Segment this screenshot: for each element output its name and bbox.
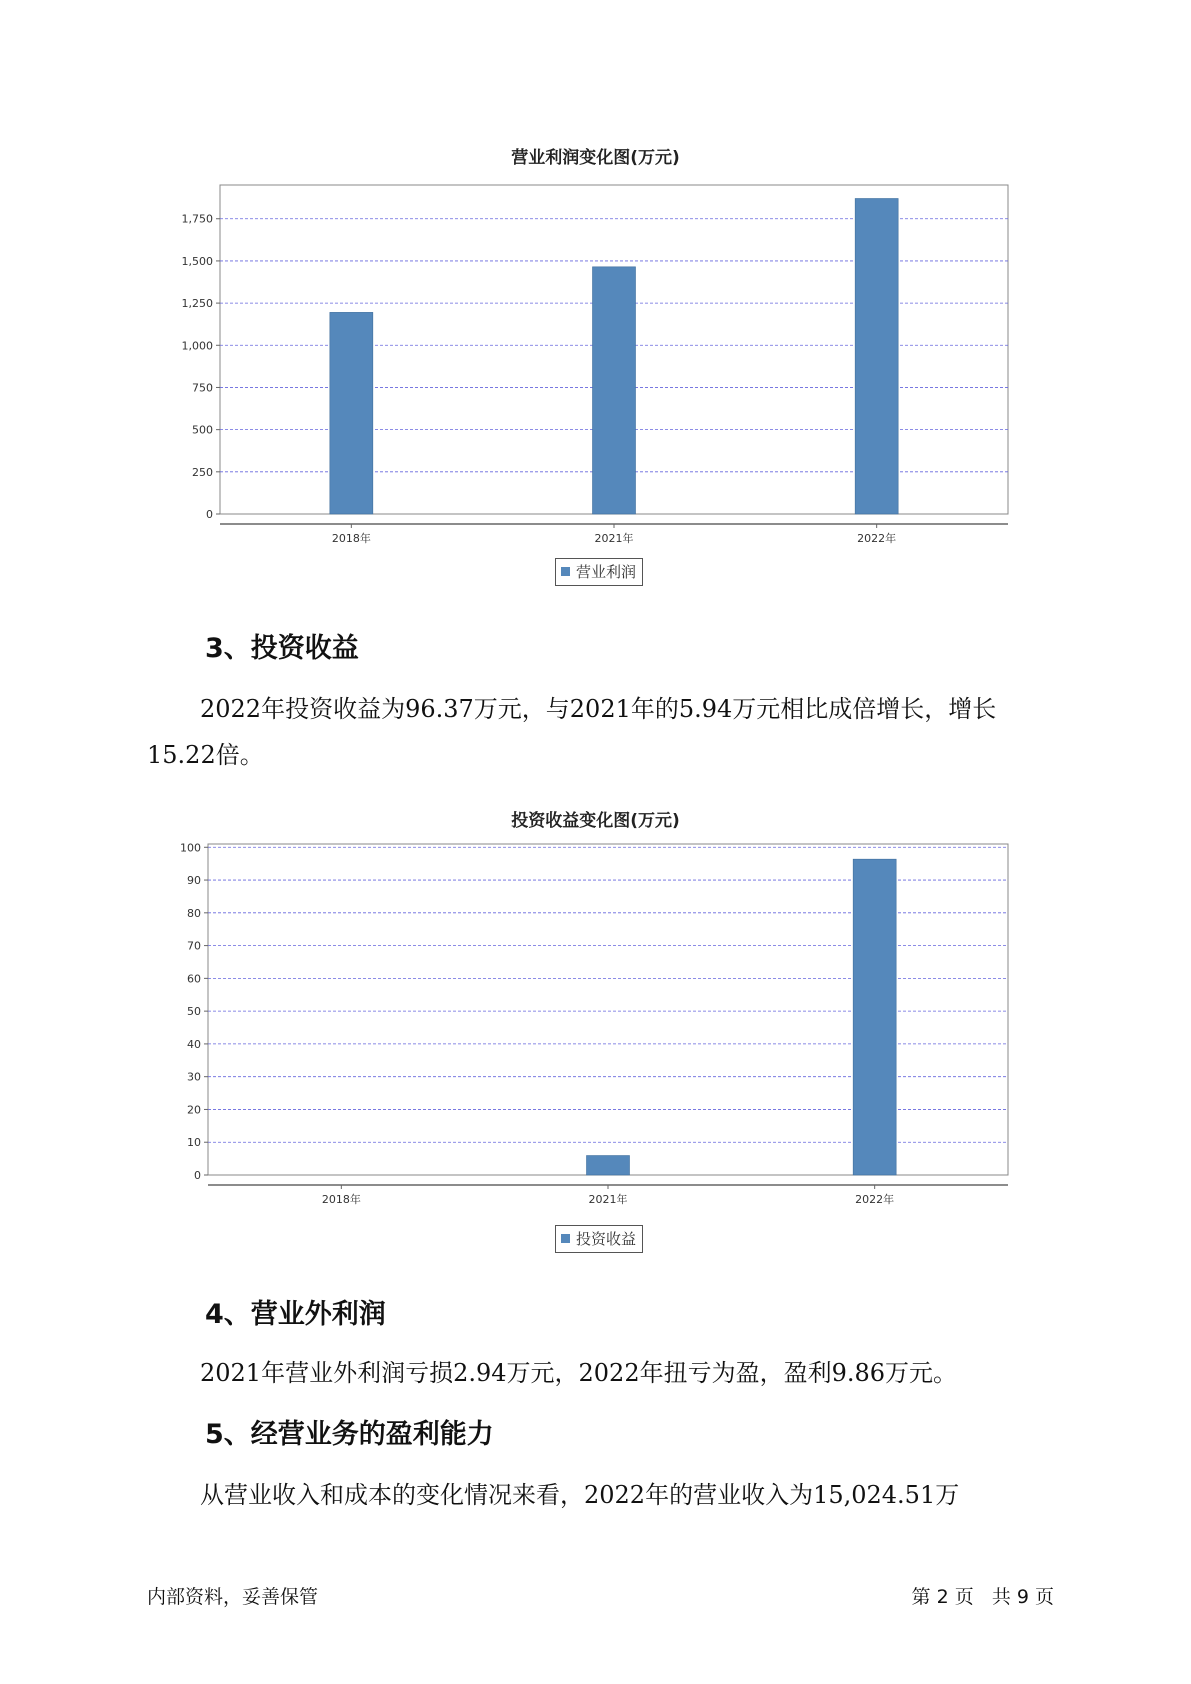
chart-title-operating-profit: 营业利润变化图(万元) (511, 148, 680, 168)
legend-investment-income (555, 1225, 643, 1253)
chart-title-investment-income: 投资收益变化图(万元) (511, 811, 680, 831)
footer-note: 内部资料，妥善保管 (147, 1586, 319, 1608)
y-tick-label: 40 (187, 1037, 201, 1051)
x-tick-label: 2022年 (857, 532, 897, 545)
section-text-non-operating-profit: 2021年营业外利润亏损2.94万元，2022年扭亏为盈，盈利9.86万元。 (200, 1359, 958, 1387)
bar (855, 198, 898, 514)
section-text-profitability: 从营业收入和成本的变化情况来看，2022年的营业收入为15,024.51万 (200, 1481, 960, 1509)
section-text-investment-income: 2022年投资收益为96.37万元，与2021年的5.94万元相比成倍增长，增长15.22倍。 (147, 695, 997, 769)
y-tick-label: 30 (187, 1070, 201, 1084)
y-tick-label: 250 (192, 465, 213, 479)
y-tick-label: 70 (187, 939, 201, 953)
y-tick-label: 1,750 (181, 212, 213, 226)
legend-swatch (561, 567, 570, 576)
bar (853, 859, 896, 1175)
section-heading-non-operating-profit: 4、营业外利润 (205, 1299, 386, 1330)
section-heading-profitability: 5、经营业务的盈利能力 (205, 1419, 494, 1450)
legend-swatch (561, 1234, 570, 1243)
y-tick-label: 0 (194, 1169, 201, 1182)
y-tick-label: 1,000 (181, 339, 213, 353)
y-tick-label: 100 (180, 841, 201, 855)
y-tick-label: 50 (187, 1005, 201, 1019)
section-heading-investment-income: 3、投资收益 (205, 633, 359, 664)
investment-income-chart (0, 830, 1191, 1220)
operating-profit-chart (0, 170, 1191, 550)
legend-label: 投资收益 (576, 1230, 637, 1248)
bar (330, 312, 373, 514)
bar (587, 1156, 630, 1175)
y-tick-label: 80 (187, 906, 201, 920)
y-tick-label: 1,500 (181, 254, 213, 268)
y-tick-label: 60 (187, 972, 201, 986)
x-tick-label: 2021年 (594, 532, 634, 545)
y-tick-label: 10 (187, 1136, 201, 1150)
y-tick-label: 500 (192, 423, 213, 437)
legend-operating-profit (555, 558, 643, 586)
y-tick-label: 0 (206, 508, 213, 521)
y-tick-label: 20 (187, 1103, 201, 1117)
y-tick-label: 1,250 (181, 297, 213, 311)
x-tick-label: 2022年 (855, 1193, 895, 1206)
x-tick-label: 2018年 (331, 532, 371, 545)
footer-page-number: 第 2 页 共 9 页 (911, 1586, 1054, 1608)
y-tick-label: 750 (192, 381, 213, 395)
bar (593, 267, 636, 514)
y-tick-label: 90 (187, 874, 201, 888)
x-tick-label: 2018年 (321, 1193, 361, 1206)
legend-label: 营业利润 (576, 563, 637, 581)
x-tick-label: 2021年 (588, 1193, 628, 1206)
